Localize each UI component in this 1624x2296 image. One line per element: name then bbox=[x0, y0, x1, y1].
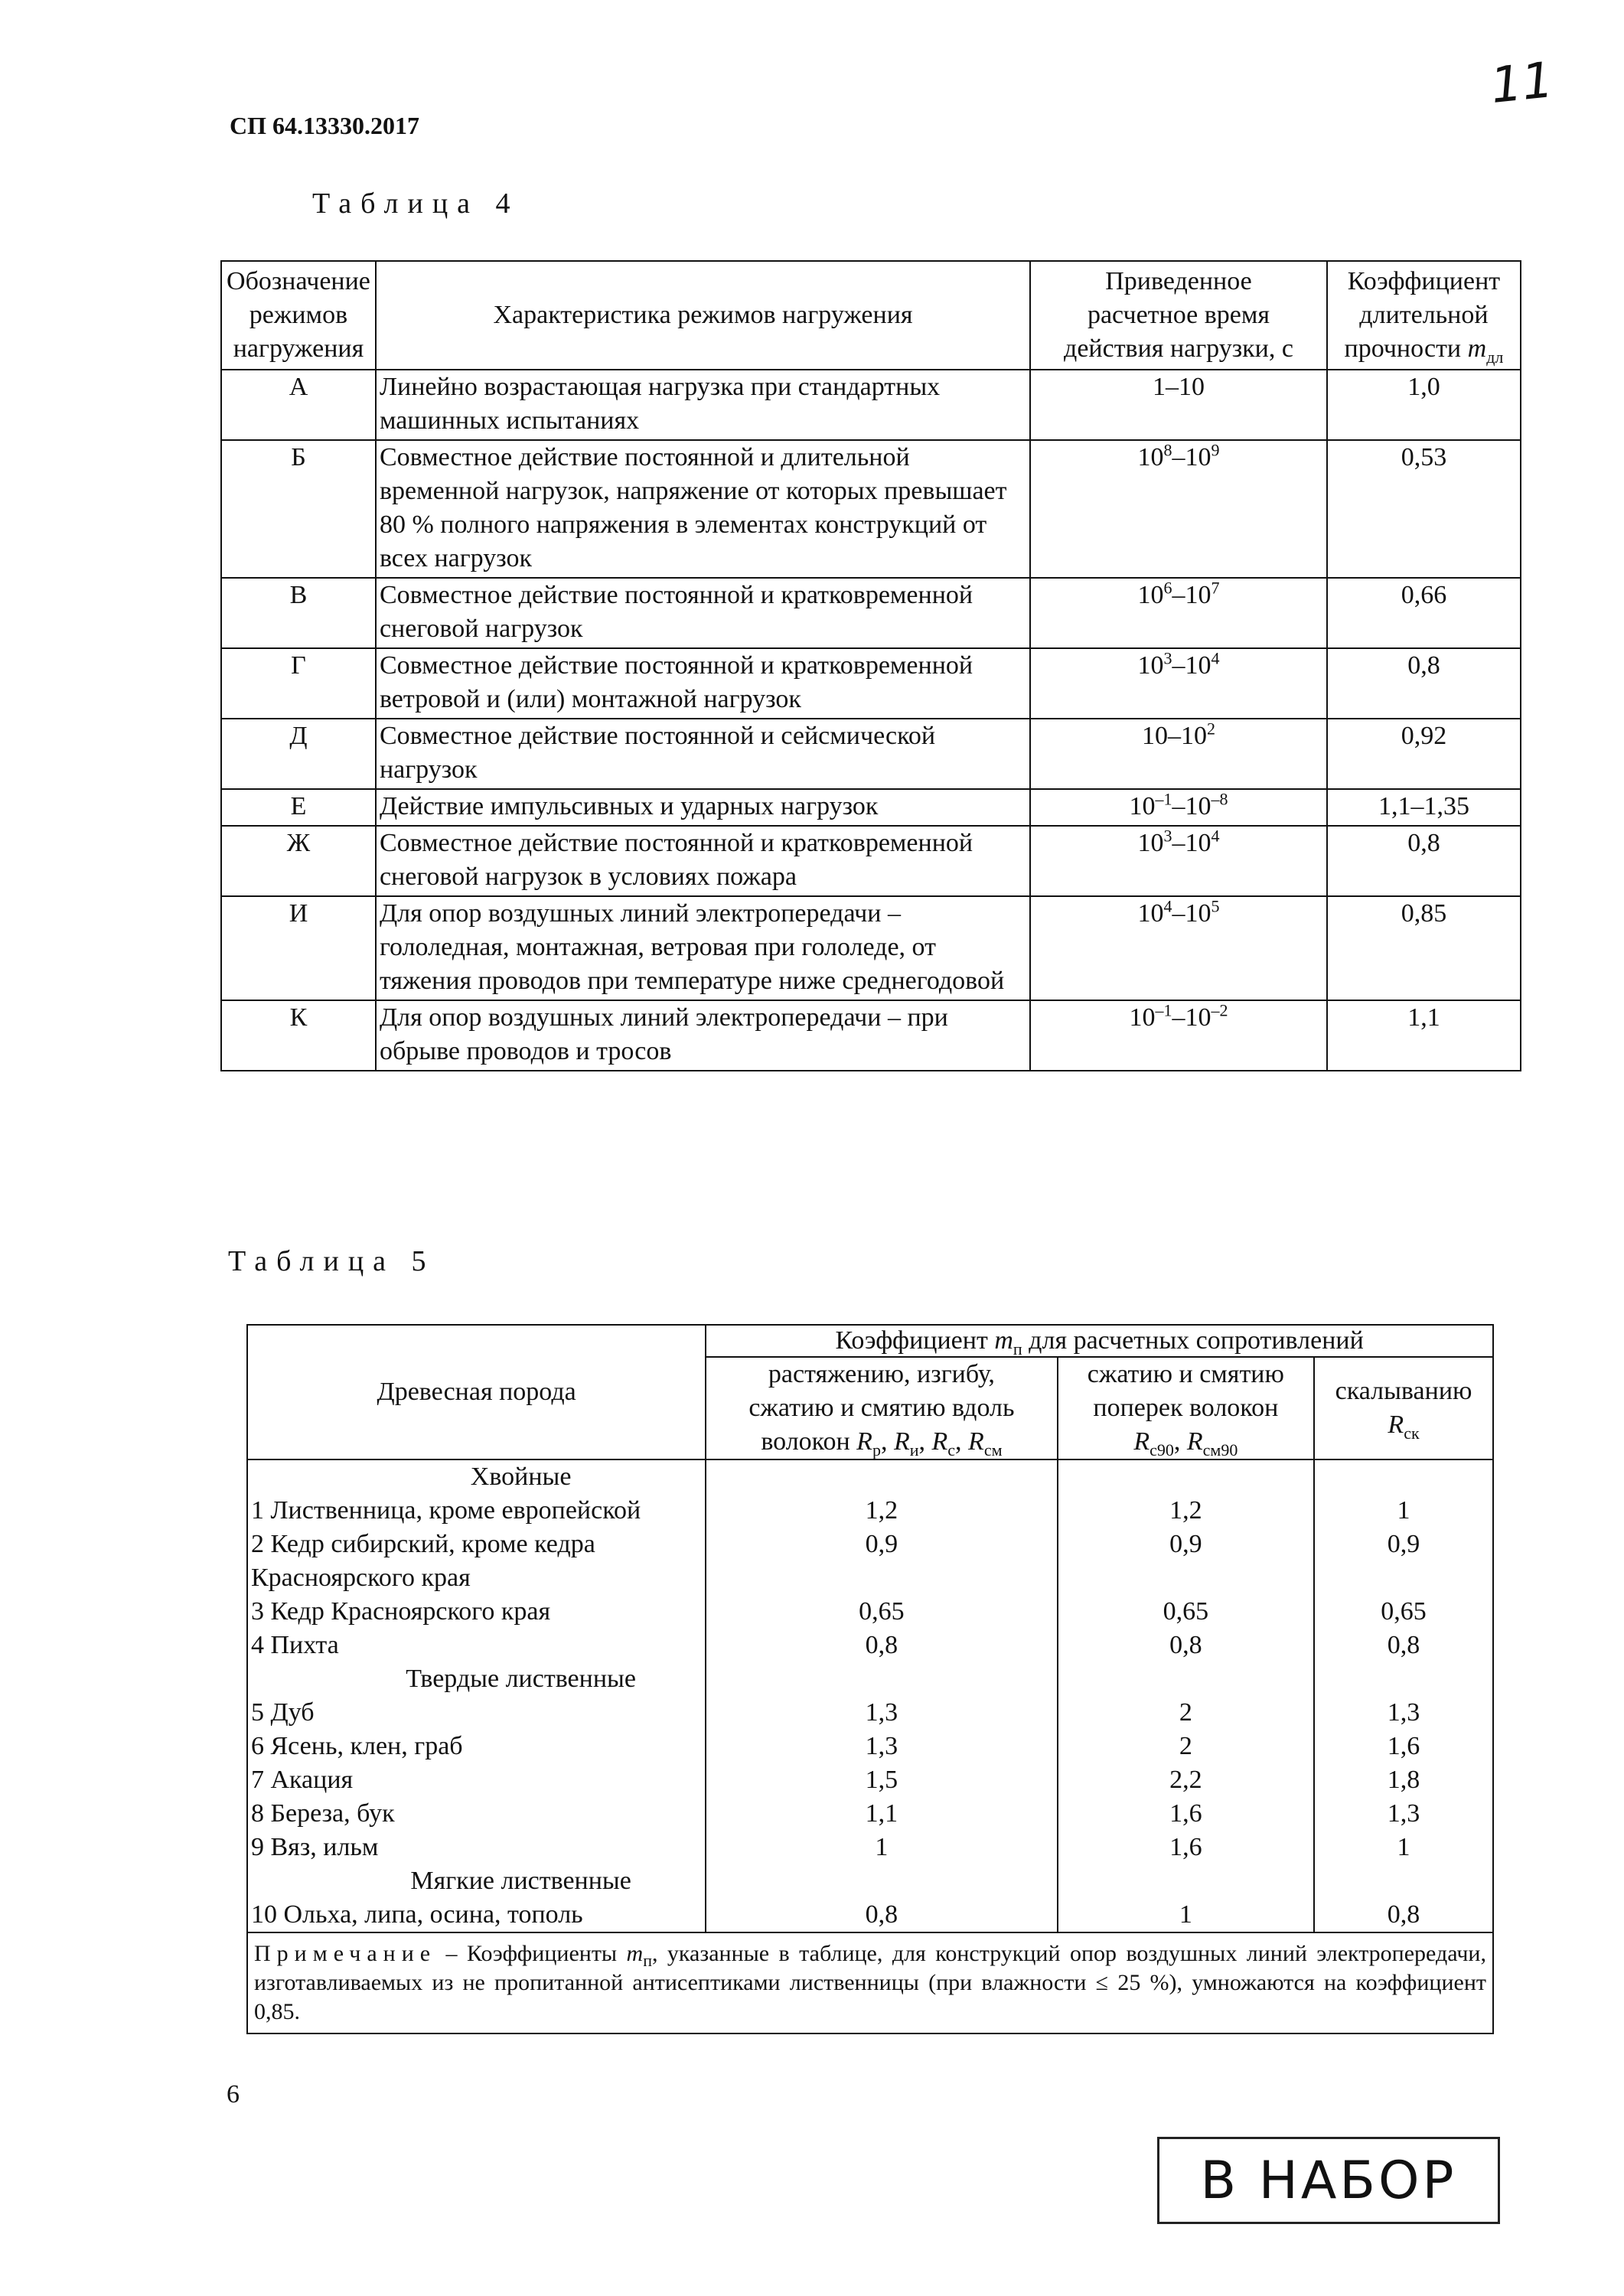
separator: , bbox=[918, 1427, 932, 1456]
document-code: СП 64.13330.2017 bbox=[230, 112, 419, 139]
header-text: для расчетных сопротивлений bbox=[1022, 1326, 1364, 1355]
table-row bbox=[221, 789, 1521, 826]
time-base: 10–10 bbox=[1142, 722, 1207, 750]
time-base: 10 bbox=[1129, 1003, 1156, 1032]
table-row bbox=[247, 1898, 1493, 1932]
table-5 bbox=[246, 1324, 1494, 2034]
time-base: –10 bbox=[1172, 792, 1211, 820]
time-base: –10 bbox=[1172, 651, 1211, 680]
time-exponent: 3 bbox=[1163, 826, 1172, 846]
mode-code: В bbox=[221, 578, 376, 648]
header-coefficient-mp bbox=[706, 1325, 1493, 1357]
time-exponent: 6 bbox=[1163, 578, 1172, 598]
mode-code: Г bbox=[221, 648, 376, 719]
header-compression-across bbox=[1058, 1357, 1314, 1459]
mode-code: К bbox=[221, 1000, 376, 1071]
time-exponent: 4 bbox=[1211, 648, 1220, 668]
table-row bbox=[247, 1797, 1493, 1831]
table-row bbox=[247, 1595, 1493, 1629]
design-time bbox=[1030, 370, 1327, 440]
mode-description: Действие импульсивных и ударных нагрузок bbox=[376, 789, 1030, 826]
header-design-time bbox=[1030, 261, 1327, 370]
symbol: R bbox=[968, 1427, 984, 1456]
table-row bbox=[247, 1494, 1493, 1528]
coef-shear: 1,8 bbox=[1314, 1763, 1493, 1797]
symbol: R bbox=[1388, 1411, 1404, 1439]
mode-description: Совместное действие постоянной и кратковременной снеговой нагрузок в условиях пожара bbox=[376, 826, 1030, 896]
table-row bbox=[247, 1763, 1493, 1797]
resistance-symbols bbox=[1133, 1427, 1238, 1459]
mode-description: Совместное действие постоянной и длительной временной нагрузок, напряжение от которых превышает 80 % полного напряжения в элементах конструкций от всех нагрузок bbox=[376, 440, 1030, 578]
table-row bbox=[247, 1730, 1493, 1763]
subscript: п bbox=[643, 1951, 652, 1970]
table-row bbox=[221, 826, 1521, 896]
group-name: Хвойные bbox=[247, 1459, 706, 1494]
design-time bbox=[1030, 719, 1327, 789]
time-base: 10 bbox=[1137, 581, 1164, 609]
time-exponent: 5 bbox=[1211, 896, 1220, 916]
mode-code: А bbox=[221, 370, 376, 440]
separator: , bbox=[880, 1427, 894, 1456]
coef-shear: 0,9 bbox=[1314, 1528, 1493, 1595]
coef-compression-across: 2 bbox=[1058, 1696, 1314, 1730]
table-4 bbox=[220, 260, 1521, 1071]
coef-shear: 1 bbox=[1314, 1831, 1493, 1864]
symbol: R bbox=[893, 1427, 910, 1456]
header-line: растяжению, изгибу, bbox=[768, 1360, 995, 1388]
subscript: с90 bbox=[1150, 1440, 1174, 1459]
mode-description: Для опор воздушных линий электропередачи – при обрыве проводов и тросов bbox=[376, 1000, 1030, 1071]
table-5-title: Таблица 5 bbox=[228, 1245, 435, 1277]
time-base: 10 bbox=[1137, 443, 1164, 471]
stamp-v-nabor: В НАБОР bbox=[1157, 2137, 1500, 2224]
coef-shear: 1,3 bbox=[1314, 1797, 1493, 1831]
coef-compression-across: 1,2 bbox=[1058, 1494, 1314, 1528]
table-row bbox=[247, 1696, 1493, 1730]
time-base: –10 bbox=[1172, 443, 1211, 471]
empty-cell bbox=[1058, 1662, 1314, 1696]
subscript: ск bbox=[1404, 1423, 1420, 1443]
coef-tension: 1,5 bbox=[706, 1763, 1057, 1797]
header-wood-species: Древесная порода bbox=[247, 1325, 706, 1459]
symbol: m bbox=[1467, 334, 1487, 363]
empty-cell bbox=[1314, 1864, 1493, 1898]
coef-compression-across: 1,6 bbox=[1058, 1831, 1314, 1864]
header-shear bbox=[1314, 1357, 1493, 1459]
coef-compression-across: 0,8 bbox=[1058, 1629, 1314, 1662]
wood-species: 7 Акация bbox=[247, 1763, 706, 1797]
coef-shear: 0,8 bbox=[1314, 1898, 1493, 1932]
wood-species: 9 Вяз, ильм bbox=[247, 1831, 706, 1864]
separator: , bbox=[1173, 1427, 1187, 1456]
strength-coefficient: 1,1 bbox=[1327, 1000, 1521, 1071]
mode-description: Совместное действие постоянной и кратковременной ветровой и (или) монтажной нагрузок bbox=[376, 648, 1030, 719]
strength-coefficient: 0,66 bbox=[1327, 578, 1521, 648]
coef-compression-across: 1 bbox=[1058, 1898, 1314, 1932]
coef-tension: 1,1 bbox=[706, 1797, 1057, 1831]
header-line: режимов bbox=[249, 301, 348, 329]
coef-tension: 0,9 bbox=[706, 1528, 1057, 1595]
table-4-title: Таблица 4 bbox=[312, 188, 520, 220]
mode-code: Ж bbox=[221, 826, 376, 896]
header-line: действия нагрузки, с bbox=[1064, 334, 1293, 363]
header-line: нагружения bbox=[233, 334, 364, 363]
table-row bbox=[221, 719, 1521, 789]
time-exponent: –8 bbox=[1211, 789, 1228, 809]
design-time bbox=[1030, 578, 1327, 648]
coef-tension: 0,8 bbox=[706, 1898, 1057, 1932]
time-exponent: –2 bbox=[1211, 1000, 1228, 1020]
design-time bbox=[1030, 896, 1327, 1000]
strength-coefficient: 1,1–1,35 bbox=[1327, 789, 1521, 826]
coef-compression-across: 1,6 bbox=[1058, 1797, 1314, 1831]
header-line: Обозначение bbox=[227, 267, 370, 295]
mode-code: Б bbox=[221, 440, 376, 578]
symbol: R bbox=[1186, 1427, 1203, 1456]
time-base: 10 bbox=[1137, 651, 1164, 680]
table-row bbox=[221, 440, 1521, 578]
empty-cell bbox=[706, 1662, 1057, 1696]
strength-coefficient: 0,92 bbox=[1327, 719, 1521, 789]
subscript: см bbox=[983, 1440, 1003, 1459]
wood-species: 10 Ольха, липа, осина, тополь bbox=[247, 1898, 706, 1932]
header-line: Приведенное bbox=[1105, 267, 1252, 295]
table-row bbox=[221, 648, 1521, 719]
mode-description: Совместное действие постоянной и кратковременной снеговой нагрузок bbox=[376, 578, 1030, 648]
time-base: –10 bbox=[1172, 1003, 1211, 1032]
header-tension-bending bbox=[706, 1357, 1057, 1459]
time-exponent: –1 bbox=[1155, 789, 1172, 809]
note-label: Примечание bbox=[254, 1941, 437, 1966]
note-text: , указанные в таблице, для конструкций опор воздушных линий электропередачи, изготавливаемых из не пропитанной антисептиками лиственницы (при влажности ≤ 25 %), умножаются на коэффициент 0,85. bbox=[254, 1941, 1486, 2024]
time-exponent: 9 bbox=[1211, 440, 1220, 460]
coef-compression-across: 0,65 bbox=[1058, 1595, 1314, 1629]
coef-tension: 1,3 bbox=[706, 1730, 1057, 1763]
time-base: 10 bbox=[1137, 829, 1164, 857]
subscript: см90 bbox=[1202, 1440, 1238, 1459]
empty-cell bbox=[1314, 1459, 1493, 1494]
time-base: –10 bbox=[1172, 581, 1211, 609]
strength-coefficient: 0,8 bbox=[1327, 826, 1521, 896]
subscript: п bbox=[1013, 1339, 1022, 1358]
time-exponent: 4 bbox=[1163, 896, 1172, 916]
subscript: и bbox=[909, 1440, 919, 1459]
table-row bbox=[247, 1528, 1493, 1595]
strength-coefficient: 1,0 bbox=[1327, 370, 1521, 440]
symbol: R bbox=[1133, 1427, 1150, 1456]
header-line: прочности bbox=[1344, 334, 1468, 363]
resistance-symbols bbox=[856, 1427, 1003, 1459]
symbol: R bbox=[856, 1427, 872, 1456]
coef-shear: 1,6 bbox=[1314, 1730, 1493, 1763]
time-base: 10 bbox=[1129, 792, 1156, 820]
header-line: расчетное время bbox=[1087, 301, 1270, 329]
time-exponent: 7 bbox=[1211, 578, 1220, 598]
strength-coefficient: 0,53 bbox=[1327, 440, 1521, 578]
header-mode-description: Характеристика режимов нагружения bbox=[376, 261, 1030, 370]
time-exponent: 8 bbox=[1163, 440, 1172, 460]
header-mode-code bbox=[221, 261, 376, 370]
symbol: R bbox=[931, 1427, 948, 1456]
subscript: р bbox=[872, 1440, 881, 1459]
wood-species: 3 Кедр Красноярского края bbox=[247, 1595, 706, 1629]
mode-code: Е bbox=[221, 789, 376, 826]
separator: , bbox=[955, 1427, 969, 1456]
time-base: 10 bbox=[1137, 899, 1164, 928]
coef-tension: 0,8 bbox=[706, 1629, 1057, 1662]
empty-cell bbox=[1058, 1864, 1314, 1898]
mode-description: Линейно возрастающая нагрузка при стандартных машинных испытаниях bbox=[376, 370, 1030, 440]
group-row bbox=[247, 1864, 1493, 1898]
header-line: скалыванию bbox=[1335, 1377, 1472, 1405]
mode-description: Для опор воздушных линий электропередачи – гололедная, монтажная, ветровая при гололеде, от тяжения проводов при температуре ниже среднегодовой bbox=[376, 896, 1030, 1000]
header-line: Коэффициент bbox=[1347, 267, 1501, 295]
empty-cell bbox=[706, 1459, 1057, 1494]
coef-compression-across: 2,2 bbox=[1058, 1763, 1314, 1797]
table-row bbox=[221, 1000, 1521, 1071]
page-number: 6 bbox=[227, 2080, 240, 2108]
design-time bbox=[1030, 789, 1327, 826]
table-5-header-row-1 bbox=[247, 1325, 1493, 1357]
table-row bbox=[247, 1629, 1493, 1662]
coef-tension: 0,65 bbox=[706, 1595, 1057, 1629]
mode-code: И bbox=[221, 896, 376, 1000]
subscript: дл bbox=[1486, 347, 1504, 367]
coef-tension: 1 bbox=[706, 1831, 1057, 1864]
coef-tension: 1,2 bbox=[706, 1494, 1057, 1528]
table-row bbox=[221, 370, 1521, 440]
wood-species: 4 Пихта bbox=[247, 1629, 706, 1662]
header-line: сжатию и смятию вдоль bbox=[748, 1394, 1015, 1422]
time-base: 1–10 bbox=[1153, 373, 1205, 401]
time-exponent: 2 bbox=[1207, 719, 1215, 739]
coef-compression-across: 0,9 bbox=[1058, 1528, 1314, 1595]
time-exponent: 3 bbox=[1163, 648, 1172, 668]
time-exponent: –1 bbox=[1155, 1000, 1172, 1020]
coef-shear: 0,65 bbox=[1314, 1595, 1493, 1629]
strength-coefficient: 0,8 bbox=[1327, 648, 1521, 719]
header-line: длительной bbox=[1359, 301, 1489, 329]
design-time bbox=[1030, 440, 1327, 578]
group-row bbox=[247, 1459, 1493, 1494]
handwritten-page-number: 11 bbox=[1488, 51, 1557, 116]
header-text: Коэффициент bbox=[835, 1326, 995, 1355]
empty-cell bbox=[1058, 1459, 1314, 1494]
table-row bbox=[221, 896, 1521, 1000]
coef-shear: 1 bbox=[1314, 1494, 1493, 1528]
table-5-note bbox=[247, 1932, 1493, 2033]
wood-species: 1 Лиственница, кроме европейской bbox=[247, 1494, 706, 1528]
table-row bbox=[221, 578, 1521, 648]
coef-shear: 1,3 bbox=[1314, 1696, 1493, 1730]
time-exponent: 4 bbox=[1211, 826, 1220, 846]
wood-species: 2 Кедр сибирский, кроме кедра Красноярского края bbox=[247, 1528, 706, 1595]
header-line: поперек волокон bbox=[1093, 1394, 1279, 1422]
header-strength-coefficient bbox=[1327, 261, 1521, 370]
group-name: Твердые лиственные bbox=[247, 1662, 706, 1696]
group-name: Мягкие лиственные bbox=[247, 1864, 706, 1898]
design-time bbox=[1030, 648, 1327, 719]
empty-cell bbox=[706, 1864, 1057, 1898]
symbol: m bbox=[994, 1326, 1013, 1355]
wood-species: 8 Береза, бук bbox=[247, 1797, 706, 1831]
time-base: –10 bbox=[1172, 829, 1211, 857]
table-4-header bbox=[221, 261, 1521, 370]
table-row bbox=[247, 1831, 1493, 1864]
coef-shear: 0,8 bbox=[1314, 1629, 1493, 1662]
design-time bbox=[1030, 1000, 1327, 1071]
mode-description: Совместное действие постоянной и сейсмической нагрузок bbox=[376, 719, 1030, 789]
symbol: m bbox=[626, 1941, 644, 1966]
header-line: волокон bbox=[761, 1427, 857, 1456]
strength-coefficient: 0,85 bbox=[1327, 896, 1521, 1000]
time-base: –10 bbox=[1172, 899, 1211, 928]
coef-compression-across: 2 bbox=[1058, 1730, 1314, 1763]
note-text: – Коэффициенты bbox=[436, 1941, 627, 1966]
empty-cell bbox=[1314, 1662, 1493, 1696]
design-time bbox=[1030, 826, 1327, 896]
subscript: с bbox=[947, 1440, 956, 1459]
coef-tension: 1,3 bbox=[706, 1696, 1057, 1730]
group-row bbox=[247, 1662, 1493, 1696]
wood-species: 5 Дуб bbox=[247, 1696, 706, 1730]
table-5-note-row bbox=[247, 1932, 1493, 2033]
header-line: сжатию и смятию bbox=[1087, 1360, 1284, 1388]
wood-species: 6 Ясень, клен, граб bbox=[247, 1730, 706, 1763]
mode-code: Д bbox=[221, 719, 376, 789]
